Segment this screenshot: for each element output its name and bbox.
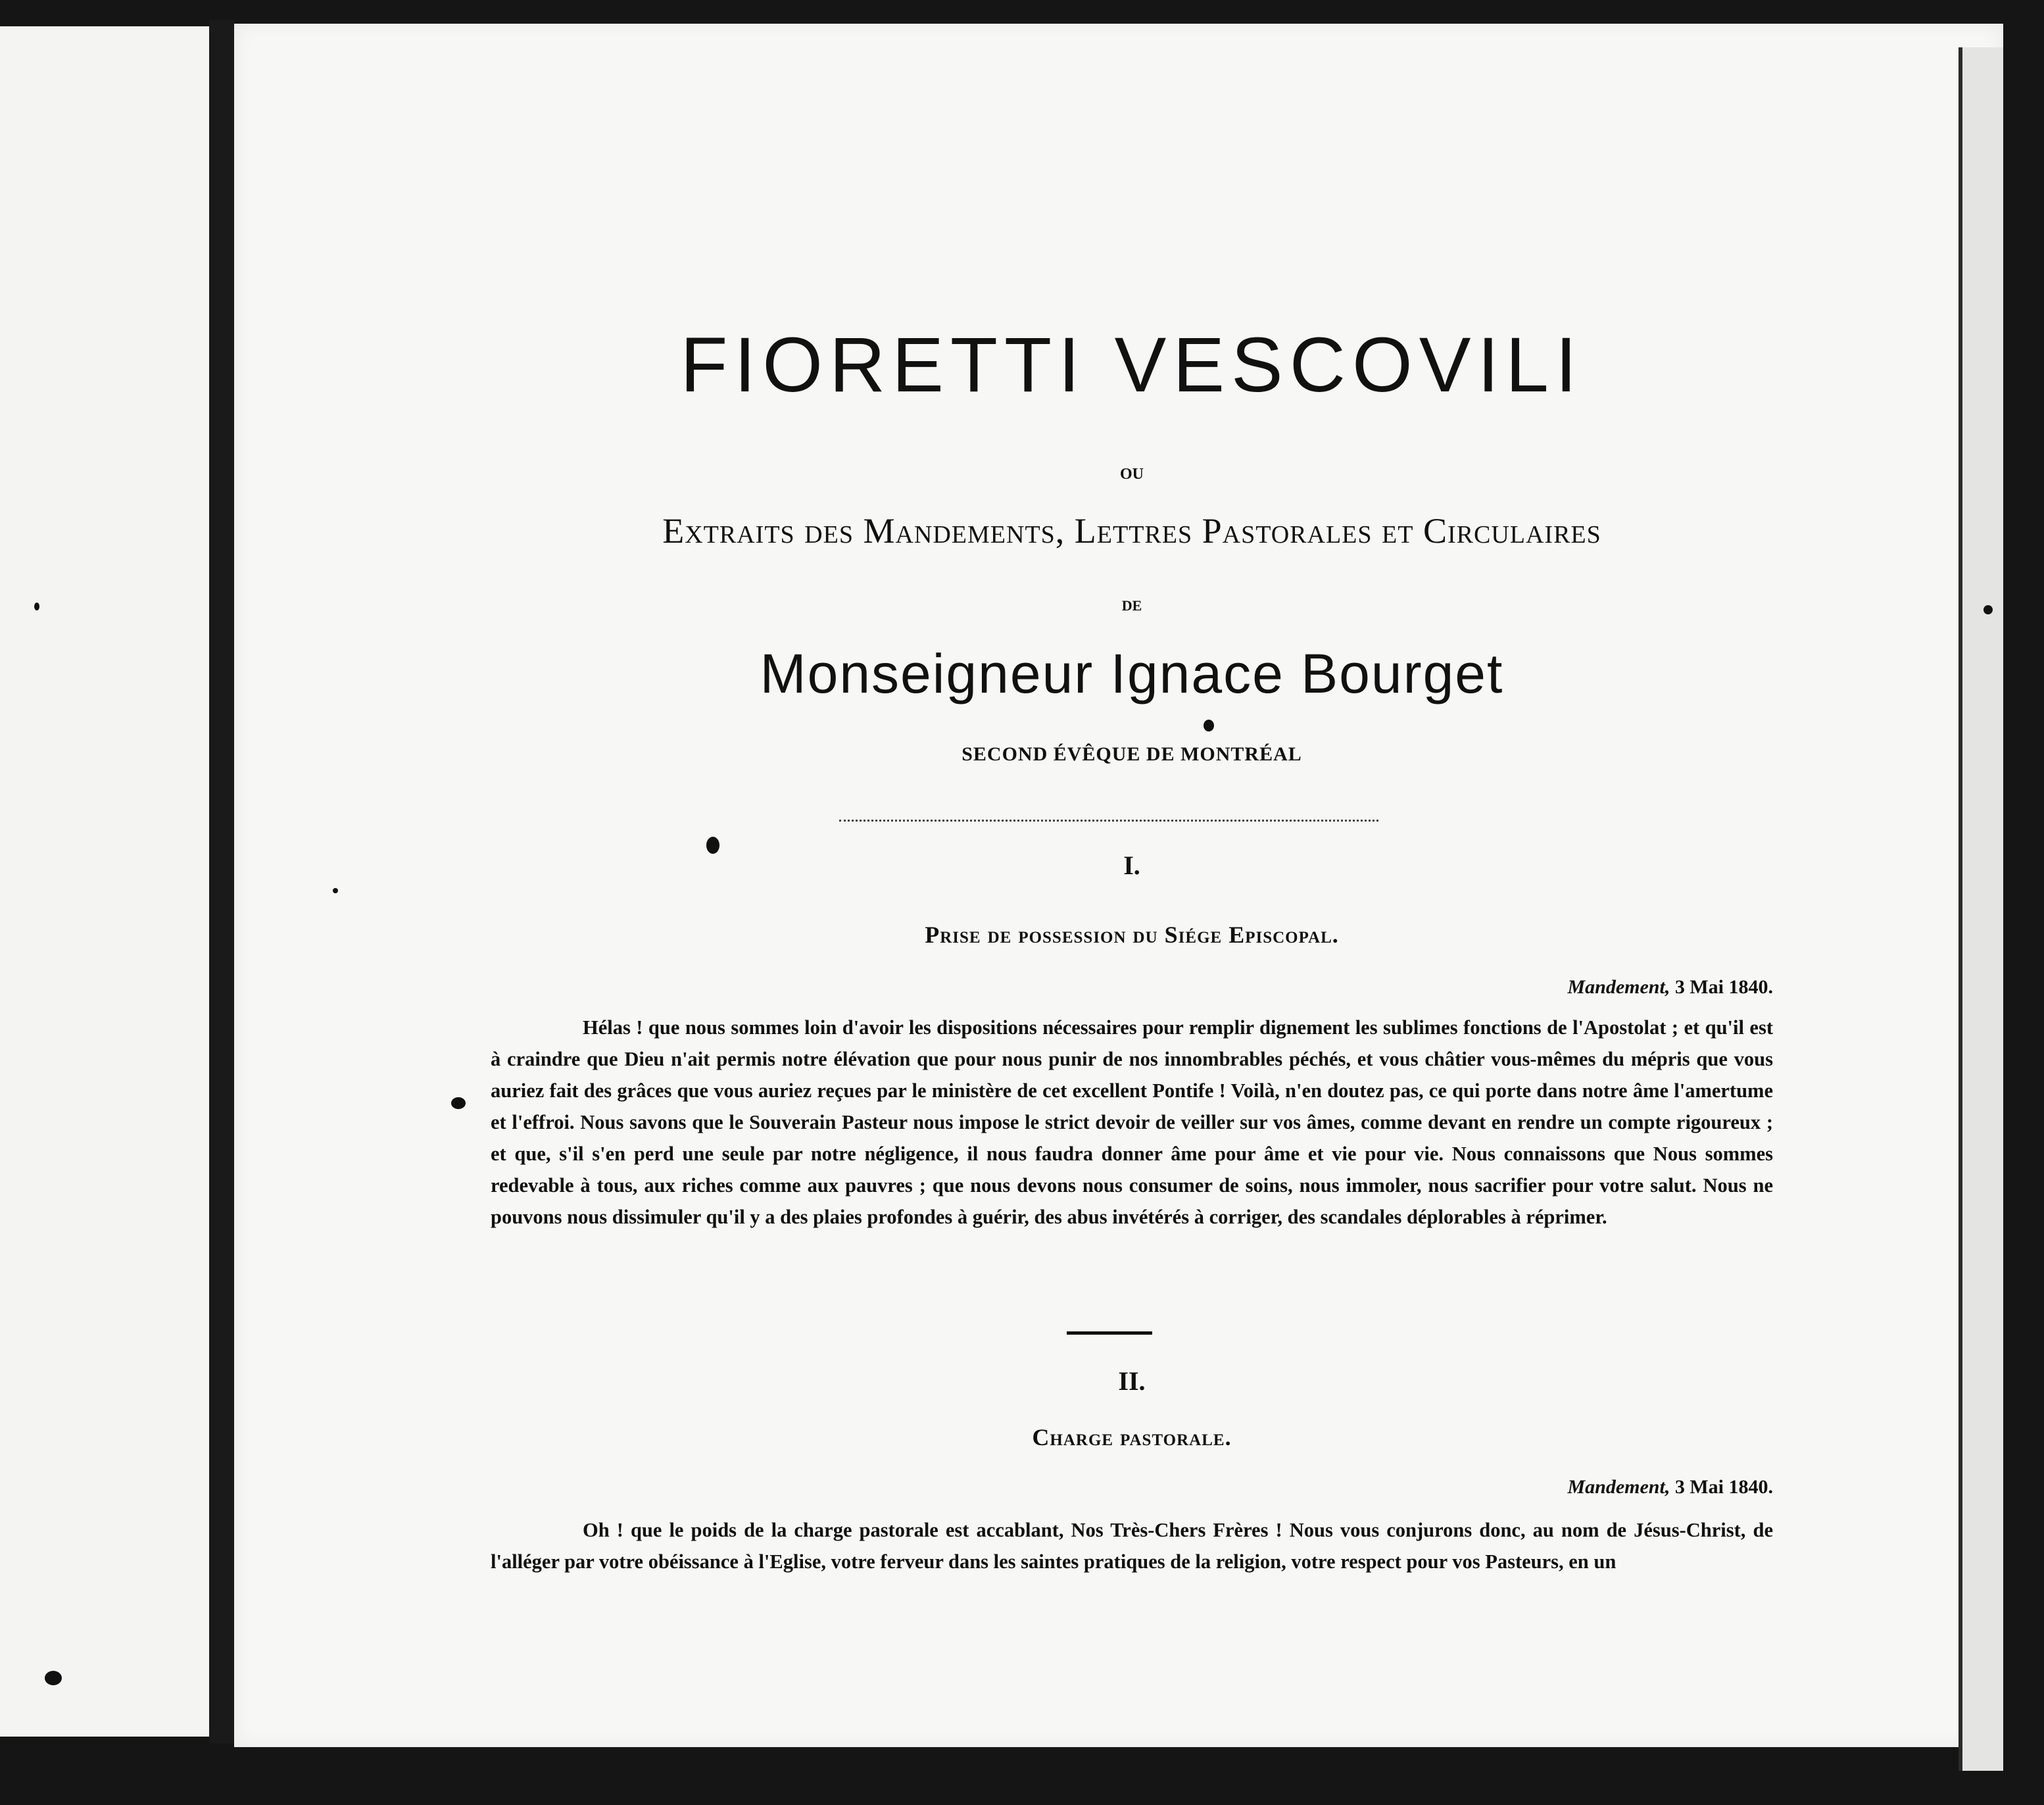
section-paragraph: Oh ! que le poids de la charge pastorale est accablant, Nos Très-Chers Frères ! Nous vous conjurons donc, au nom de Jésus-Christ, de l'alléger par votre obéissance à l'Eglise, votre ferveur dans les saintes pratiques de la religion, votre respect pour vos Pasteurs, en un (491, 1519, 1773, 1573)
date-value: 3 Mai 1840. (1674, 1476, 1773, 1498)
dotted-divider (839, 820, 1378, 822)
author-name: Monseigneur Ignace Bourget (760, 643, 1504, 705)
date-label: Mandement, (1567, 1476, 1670, 1498)
section-title: Prise de possession du Siége Episcopal. (925, 922, 1339, 948)
page-edge (1959, 47, 2003, 1771)
ink-speck (451, 1097, 466, 1109)
binding-edge (209, 20, 234, 1743)
section-number: I. (1123, 851, 1140, 880)
section-divider (1067, 1331, 1152, 1335)
section-date (491, 1476, 1773, 1498)
book-title: FIORETTI VESCOVILI (680, 322, 1584, 408)
main-page (234, 24, 2003, 1747)
ink-speck (34, 603, 39, 610)
ink-speck (1983, 605, 1993, 614)
book-subtitle: Extraits des Mandements, Lettres Pastorales et Circulaires (662, 511, 1601, 551)
section-title: Charge pastorale. (1032, 1424, 1232, 1450)
title-conjunction: OU (1120, 466, 1144, 483)
ink-speck (333, 888, 338, 893)
author-title: SECOND ÉVÊQUE DE MONTRÉAL (961, 743, 1302, 765)
section-number: II. (1118, 1366, 1146, 1396)
ink-speck (45, 1671, 62, 1685)
section-paragraph: Hélas ! que nous sommes loin d'avoir les dispositions nécessaires pour remplir dignement les sublimes fonctions de l'Apostolat ; et qu'il est à craindre que Dieu n'ait permis notre élévation que pour nous punir de nos innombrables péchés, et vous châtier vous-mêmes du mépris que vous auriez fait des grâces que vous auriez reçues par le ministère de cet excellent Pontife ! Voilà, n'en doutez pas, ce qui porte dans notre âme l'amertume et l'effroi. Nous savons que le Souverain Pasteur nous impose le strict devoir de veiller sur vos âmes, comme devant en rendre un compte rigoureux ; et que, s'il s'en perd une seule par notre négligence, il nous faudra donner âme pour âme et vie pour vie. Nous connaissons que Nous sommes redevable à tous, aux riches comme aux pauvres ; que nous devons nous consumer de soins, nous immoler, nous sacrifier pour votre salut. Nous ne pouvons nous dissimuler qu'il y a des plaies profondes à guérir, des abus invétérés à corriger, des scandales déplorables à réprimer. (491, 1016, 1773, 1228)
subtitle-preposition: DE (1121, 597, 1142, 614)
ink-speck (1204, 720, 1214, 731)
left-page-strip (0, 26, 217, 1737)
section-date (491, 976, 1773, 999)
date-label: Mandement, (1567, 976, 1670, 998)
date-value: 3 Mai 1840. (1674, 976, 1773, 998)
